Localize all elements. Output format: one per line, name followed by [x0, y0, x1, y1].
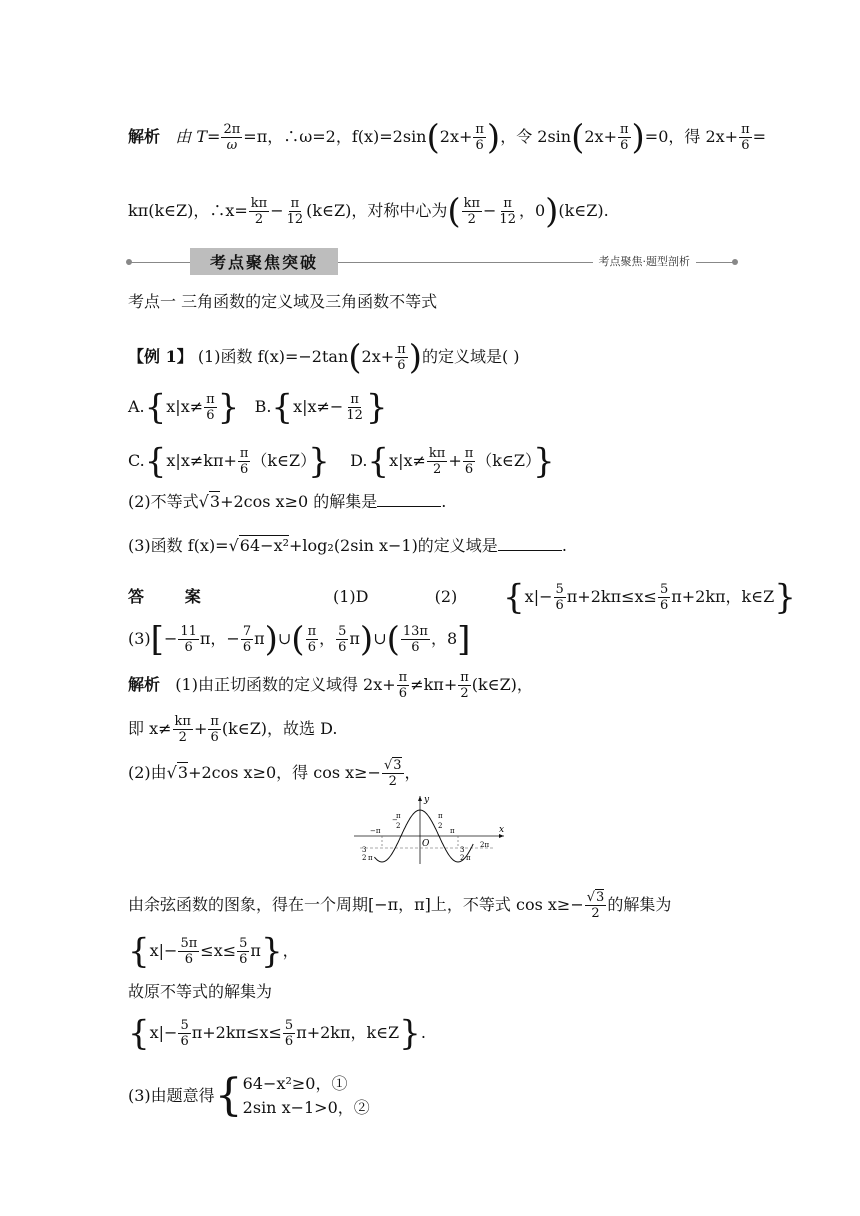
example-label: 【例 1】 — [128, 347, 193, 366]
solution-line6: 故原不等式的解集为 — [128, 982, 273, 1001]
x-axis-label: x — [499, 825, 505, 835]
answer-blank — [498, 536, 562, 551]
example-question-2: (2)不等式√3+2cos x≥0 的解集是 . — [128, 492, 447, 511]
cosine-graph — [354, 792, 510, 864]
option-c: C. — [128, 451, 145, 470]
solution-line2: 即 x≠ $\frac{k\pi}{2}$ + $\frac{\pi}{6}$ (k∈Z)，故选 D. — [128, 714, 338, 745]
svg-text:2π: 2π — [480, 841, 490, 849]
solution-line5: {x|− $\frac{5\pi}{6}$ ≤x≤ $\frac{5}{6}$ π}， — [128, 931, 299, 972]
section-subtitle: 考点聚焦·题型剖析 — [593, 253, 697, 269]
options-cd: C.{x|x≠kπ+ $\frac{\pi}{6}$ （k∈Z）} D.{x|x≠ $\frac{k\pi}{2}$ + $\frac{\pi}{6}$ （k∈Z）} — [128, 441, 555, 482]
section-header — [128, 246, 736, 274]
solution-line3: (2)由√3+2cos x≥0，得 cos x≥− $\frac{√3}{2}$ ， — [128, 758, 421, 789]
option-a: A. — [128, 397, 145, 416]
svg-text:2: 2 — [362, 854, 367, 862]
svg-text:π: π — [438, 812, 443, 820]
svg-text:3: 3 — [362, 846, 367, 854]
answer-line2: (3)[− $\frac{11}{6}$ π，− $\frac{7}{6}$ π)∪( $\frac{\pi}{6}$ ， $\frac{5}{6}$ π)∪( $\frac{13\pi}{6}$ ，8] — [128, 619, 471, 660]
y-axis-label: y — [424, 795, 430, 805]
topic-heading: 考点一 三角函数的定义域及三角函数不等式 — [128, 292, 438, 311]
top-solution-line2: kπ(k∈Z)，∴x= $\frac{k\pi}{2}$ − $\frac{\pi}{12}$ (k∈Z)，对称中心为( $\frac{k\pi}{2}$ − $\frac{\pi}{12}$ ，0)(k∈Z). — [128, 191, 609, 232]
svg-text:π: π — [368, 854, 373, 862]
solution-label: 解析 — [128, 127, 161, 146]
option-d: D. — [350, 451, 368, 470]
solution-line7: {x|− $\frac{5}{6}$ π+2kπ≤x≤ $\frac{5}{6}$ π+2kπ，k∈Z}. — [128, 1013, 426, 1054]
svg-text:−: − — [392, 816, 398, 824]
options-ab: A.{x|x≠ $\frac{\pi}{6}$ } B.{x|x≠− $\frac{\pi}{12}$ } — [128, 387, 388, 428]
example-question-1: 【例 1】 (1)函数 f(x)=−2tan(2x+ $\frac{\pi}{6}$ )的定义域是( ) — [128, 337, 520, 378]
svg-text:2: 2 — [438, 822, 443, 830]
svg-text:π: π — [450, 827, 455, 835]
system-eq-1: 64−x²≥0，① — [242, 1074, 348, 1093]
option-b: B. — [254, 397, 272, 416]
answer-blank — [377, 492, 441, 507]
svg-text:π: π — [396, 812, 401, 820]
svg-text:2: 2 — [396, 822, 401, 830]
svg-text:2: 2 — [460, 854, 465, 862]
answer-line1: 答 案 (1)D (2) {x|− $\frac{5}{6}$ π+2kπ≤x≤ $\frac{5}{6}$ π+2kπ，k∈Z} — [128, 577, 796, 618]
system-eq-2: 2sin x−1>0，② — [242, 1098, 370, 1117]
top-solution-line1: 解析 由 T= $\frac{2\pi}{\omega}$ =π，∴ω=2，f(x)=2sin(2x+ $\frac{\pi}{6}$ )，令 2sin(2x+ $\frac{\pi}{6}$ )=0，得 2x+ $\frac{\pi}{6}$ = — [128, 117, 767, 158]
solution-line4: 由余弦函数的图象，得在一个周期[−π，π]上，不等式 cos x≥− $\frac{√3}{2}$ 的解集为 — [128, 890, 672, 921]
solution-line8: (3)由题意得{ 64−x²≥0，① 2sin x−1>0，② — [128, 1070, 370, 1121]
svg-text:3: 3 — [460, 846, 465, 854]
svg-text:π: π — [466, 854, 471, 862]
solution-line1: 解析 (1)由正切函数的定义域得 2x+ $\frac{\pi}{6}$ ≠kπ+ $\frac{\pi}{2}$ (k∈Z)， — [128, 670, 533, 701]
svg-text:−π: −π — [370, 827, 381, 835]
example-question-3: (3)函数 f(x)=√64−x²+log₂(2sin x−1)的定义域是 . — [128, 536, 567, 555]
section-title: 考点聚焦突破 — [190, 248, 338, 275]
origin-label: O — [422, 839, 430, 849]
fraction: $\frac{2\pi}{\omega}$ — [223, 122, 241, 153]
